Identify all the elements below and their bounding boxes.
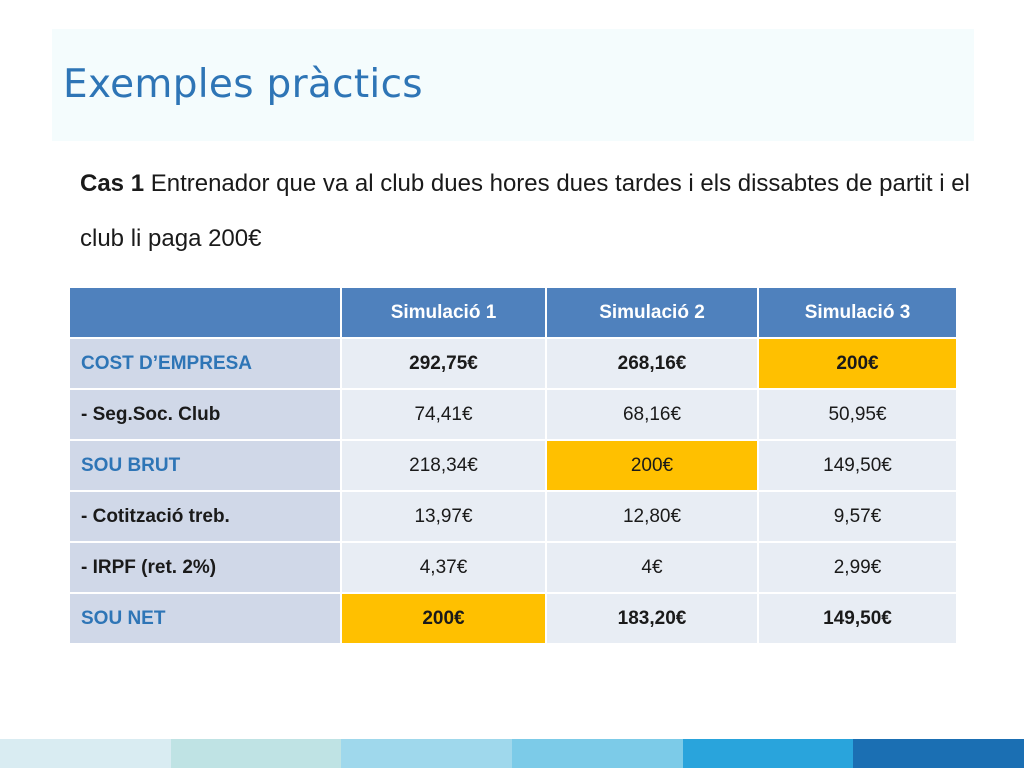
table-cell: 268,16€	[546, 338, 758, 389]
table-row	[69, 338, 957, 389]
footer-segment	[341, 739, 512, 768]
table-cell: 13,97€	[341, 491, 546, 542]
footer-color-bar	[0, 739, 1024, 768]
table-row	[69, 593, 957, 644]
table-row	[69, 389, 957, 440]
table-cell: 4,37€	[341, 542, 546, 593]
table-cell: 218,34€	[341, 440, 546, 491]
table-cell: 2,99€	[758, 542, 957, 593]
table-cell-highlighted: 200€	[341, 593, 546, 644]
table-cell: 4€	[546, 542, 758, 593]
row-label-cost-empresa: COST D’EMPRESA	[69, 338, 341, 389]
slide-title: Exemples pràctics	[63, 62, 423, 107]
header-simulacio-3: Simulació 3	[758, 287, 957, 338]
table-cell-highlighted: 200€	[546, 440, 758, 491]
footer-segment	[171, 739, 342, 768]
intro-text	[80, 156, 980, 266]
table-row	[69, 491, 957, 542]
table-cell: 183,20€	[546, 593, 758, 644]
footer-segment	[853, 739, 1024, 768]
row-label-seg-soc-club: - Seg.Soc. Club	[69, 389, 341, 440]
table-header-row	[69, 287, 957, 338]
footer-segment	[512, 739, 683, 768]
header-empty	[69, 287, 341, 338]
header-simulacio-1: Simulació 1	[341, 287, 546, 338]
table-row	[69, 440, 957, 491]
case-label: Cas 1	[80, 170, 145, 197]
table-cell: 292,75€	[341, 338, 546, 389]
row-label-irpf: - IRPF (ret. 2%)	[69, 542, 341, 593]
header-simulacio-2: Simulació 2	[546, 287, 758, 338]
simulation-table	[68, 286, 958, 645]
case-description: Entrenador que va al club dues hores dues tardes i els dissabtes de partit i el club li paga 200€	[80, 170, 970, 252]
row-label-sou-brut: SOU BRUT	[69, 440, 341, 491]
table-cell: 149,50€	[758, 593, 957, 644]
table-cell: 74,41€	[341, 389, 546, 440]
table-cell-highlighted: 200€	[758, 338, 957, 389]
table-row	[69, 542, 957, 593]
table-cell: 149,50€	[758, 440, 957, 491]
row-label-cotitzacio-treb: - Cotització treb.	[69, 491, 341, 542]
row-label-sou-net: SOU NET	[69, 593, 341, 644]
footer-segment	[683, 739, 854, 768]
table-cell: 9,57€	[758, 491, 957, 542]
footer-segment	[0, 739, 171, 768]
table-cell: 50,95€	[758, 389, 957, 440]
table-cell: 68,16€	[546, 389, 758, 440]
table-cell: 12,80€	[546, 491, 758, 542]
